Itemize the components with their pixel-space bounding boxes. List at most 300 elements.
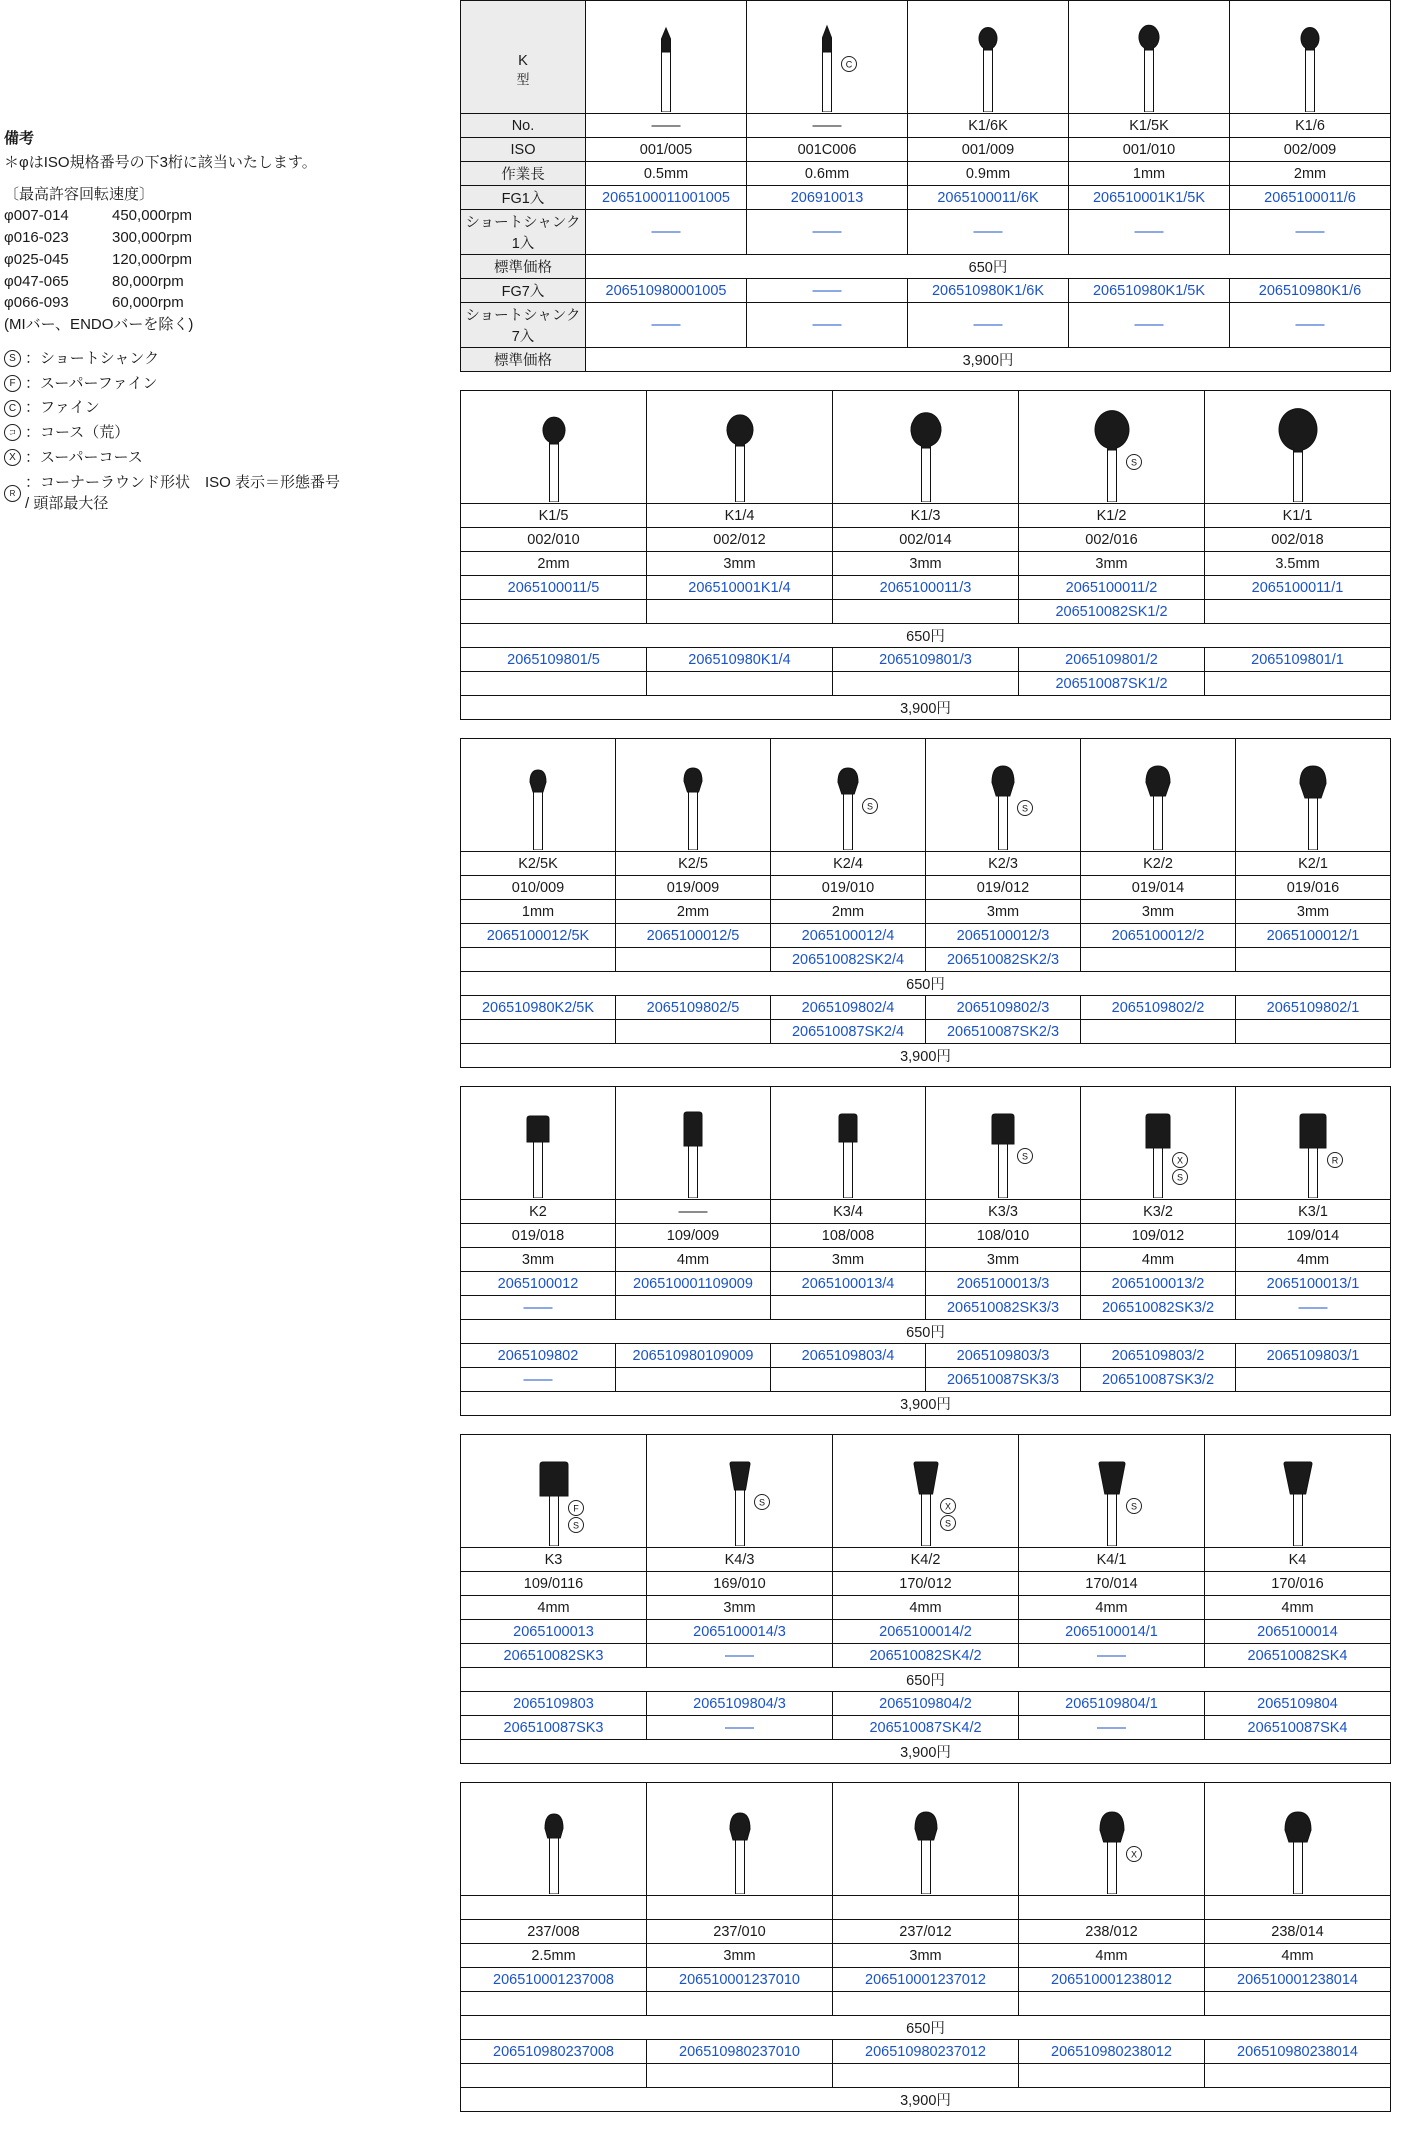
bur-number: K1/5: [461, 504, 647, 528]
order-code-fg7: 2065109802/1: [1236, 996, 1391, 1020]
table-row: [461, 1896, 1391, 1920]
bur-drawing: [1021, 1784, 1202, 1894]
work-length: 1mm: [1069, 162, 1230, 186]
iso-number: 010/009: [461, 876, 616, 900]
iso-number: 237/008: [461, 1920, 647, 1944]
order-code-fg1: 2065100012: [461, 1272, 616, 1296]
work-length: 4mm: [616, 1248, 771, 1272]
bur-drawing: [1207, 1784, 1388, 1894]
bur-image-cell: [908, 1, 1069, 114]
table-row: [461, 852, 1391, 876]
bur-image-cell: [1205, 391, 1391, 504]
order-code-short7: [1236, 1020, 1391, 1044]
table-row: [461, 303, 1391, 348]
work-length: 4mm: [1205, 1596, 1391, 1620]
svg-text:S: S: [1130, 457, 1137, 468]
order-code-fg7: 2065109801/3: [833, 648, 1019, 672]
order-code-short1: [833, 600, 1019, 624]
fine-icon: C: [4, 400, 21, 417]
table-row: [461, 210, 1391, 255]
order-code-fg7: 206510980238014: [1205, 2040, 1391, 2064]
order-code-short7: [1205, 672, 1391, 696]
order-code-fg1: 2065100012/5K: [461, 924, 616, 948]
price-3900: 3,900円: [586, 348, 1391, 372]
order-code-short7: [461, 2064, 647, 2088]
order-code-fg7: 206510980238012: [1019, 2040, 1205, 2064]
order-code-fg1: 206510001K1/5K: [1069, 186, 1230, 210]
bur-drawing: [928, 1088, 1078, 1198]
work-length: 2.5mm: [461, 1944, 647, 1968]
supercoarse-icon: X: [4, 449, 21, 466]
iso-number: 109/0116: [461, 1572, 647, 1596]
order-code-fg1: 2065100011/6: [1230, 186, 1391, 210]
work-length: 2mm: [1230, 162, 1391, 186]
bur-number: K1/1: [1205, 504, 1391, 528]
table-row: [461, 1087, 1391, 1200]
iso-number: 170/012: [833, 1572, 1019, 1596]
order-code-short1: 206510082SK1/2: [1019, 600, 1205, 624]
table-row: [461, 1992, 1391, 2016]
bur-image-cell: [926, 739, 1081, 852]
order-code-fg7: 2065109803: [461, 1692, 647, 1716]
order-code-fg7: 2065109804/1: [1019, 1692, 1205, 1716]
bur-number: ——: [616, 1200, 771, 1224]
order-code-short1: ——: [1069, 210, 1230, 255]
bur-number: K1/4: [647, 504, 833, 528]
work-length: 2mm: [771, 900, 926, 924]
order-code-short1: [647, 600, 833, 624]
order-code-short1: [1081, 948, 1236, 972]
legend-text: ：コース（荒）: [25, 424, 130, 441]
iso-number: 237/012: [833, 1920, 1019, 1944]
bur-number: [1205, 1896, 1391, 1920]
table-row: [461, 1783, 1391, 1896]
table-row: [461, 624, 1391, 648]
speed-diameter: φ007-014: [4, 207, 69, 225]
svg-text:C: C: [845, 59, 853, 70]
bur-number: ——: [747, 114, 908, 138]
order-code-short1: [461, 600, 647, 624]
order-code-short7: [1081, 1020, 1236, 1044]
iso-note: ＊φはISO規格番号の下3桁に該当いたします。: [4, 153, 317, 171]
bur-image-cell: [926, 1087, 1081, 1200]
bur-drawing: [588, 2, 744, 112]
speed-rpm: 120,000rpm: [112, 250, 193, 268]
order-code-fg1: 2065100011/3: [833, 576, 1019, 600]
svg-text:R: R: [1331, 1155, 1339, 1166]
bur-image-cell: [1019, 1783, 1205, 1896]
bur-image-cell: [833, 391, 1019, 504]
order-code-fg7: 206510980K1/5K: [1069, 279, 1230, 303]
bur-drawing: [1207, 1436, 1388, 1546]
order-code-short7: ——: [1019, 1716, 1205, 1740]
bur-drawing: [928, 740, 1078, 850]
order-code-fg7: 2065109803/4: [771, 1344, 926, 1368]
bur-image-cell: [1236, 1087, 1391, 1200]
speed-diameter: φ066-093: [4, 294, 69, 312]
bur-image-cell: [1019, 1435, 1205, 1548]
row-label-fg1: FG1入: [461, 186, 586, 210]
bur-number: [1019, 1896, 1205, 1920]
superfine-icon: F: [4, 375, 21, 392]
iso-number: 169/010: [647, 1572, 833, 1596]
table-row: [461, 2064, 1391, 2088]
order-code-short7: ——: [586, 303, 747, 348]
bur-image-cell: [771, 1087, 926, 1200]
svg-text:X: X: [944, 1501, 951, 1512]
table-row: [461, 1596, 1391, 1620]
bur-image-cell: [647, 1783, 833, 1896]
work-length: 4mm: [1205, 1944, 1391, 1968]
table-row: [461, 948, 1391, 972]
order-code-short1: [461, 1992, 647, 2016]
svg-text:S: S: [1176, 1172, 1184, 1183]
iso-number: 019/010: [771, 876, 926, 900]
work-length: 1mm: [461, 900, 616, 924]
table-row: [461, 186, 1391, 210]
bur-image-cell: [1081, 1087, 1236, 1200]
order-code-fg1: 2065100013: [461, 1620, 647, 1644]
bur-number: K3/2: [1081, 1200, 1236, 1224]
order-code-fg7: 206510980109009: [616, 1344, 771, 1368]
bur-image-cell: [461, 1783, 647, 1896]
order-code-short7: [771, 1368, 926, 1392]
order-code-short7: [461, 1020, 616, 1044]
bur-number: K3/4: [771, 1200, 926, 1224]
speed-row: [4, 271, 344, 293]
bur-table: [460, 0, 1391, 372]
work-length: 4mm: [1236, 1248, 1391, 1272]
table-row: [461, 2088, 1391, 2112]
svg-text:S: S: [1021, 1151, 1029, 1162]
bur-tables: [460, 0, 1390, 2130]
iso-number: 002/010: [461, 528, 647, 552]
order-code-short1: 206510082SK3/2: [1081, 1296, 1236, 1320]
speed-rpm: 80,000rpm: [112, 272, 184, 290]
order-code-short1: ——: [1230, 210, 1391, 255]
row-label-price: 標準価格: [461, 255, 586, 279]
table-row: [461, 1644, 1391, 1668]
order-code-short7: ——: [1069, 303, 1230, 348]
bur-number: [833, 1896, 1019, 1920]
bur-image-cell: [461, 1435, 647, 1548]
order-code-fg7: 2065109804: [1205, 1692, 1391, 1716]
price-650: 650円: [461, 972, 1391, 996]
bur-image-cell: [616, 739, 771, 852]
bur-number: K3/3: [926, 1200, 1081, 1224]
order-code-short7: [647, 2064, 833, 2088]
work-length: 3mm: [1081, 900, 1236, 924]
bur-drawing: [835, 392, 1016, 502]
work-length: 3.5mm: [1205, 552, 1391, 576]
order-code-short7: [1236, 1368, 1391, 1392]
bur-number: K2/1: [1236, 852, 1391, 876]
work-length: 3mm: [833, 552, 1019, 576]
table-row: [461, 504, 1391, 528]
bur-table: [460, 1086, 1391, 1416]
order-code-short1: [1019, 1992, 1205, 2016]
price-3900: 3,900円: [461, 696, 1391, 720]
bur-drawing: [649, 1436, 830, 1546]
order-code-fg7: 2065109802/2: [1081, 996, 1236, 1020]
bur-image-cell: [647, 391, 833, 504]
order-code-short7: ——: [747, 303, 908, 348]
order-code-short1: [647, 1992, 833, 2016]
speed-title: 〔最高許容回転速度〕: [4, 185, 155, 203]
bur-number: K1/2: [1019, 504, 1205, 528]
order-code-fg1: 2065100011/1: [1205, 576, 1391, 600]
legend-item: [4, 422, 344, 444]
row-label-worklength: 作業長: [461, 162, 586, 186]
price-650: 650円: [461, 2016, 1391, 2040]
order-code-fg1: 2065100011001005: [586, 186, 747, 210]
order-code-short1: 206510082SK3: [461, 1644, 647, 1668]
bur-drawing: [1083, 740, 1233, 850]
bur-drawing: [463, 740, 613, 850]
iso-number: 238/014: [1205, 1920, 1391, 1944]
order-code-fg7: 2065109804/3: [647, 1692, 833, 1716]
row-label-price: 標準価格: [461, 348, 586, 372]
order-code-short1: ——: [747, 210, 908, 255]
order-code-fg1: 206510001238014: [1205, 1968, 1391, 1992]
speed-row: [4, 227, 344, 249]
iso-number: 237/010: [647, 1920, 833, 1944]
order-code-short1: 206510082SK3/3: [926, 1296, 1081, 1320]
bur-image-cell: [1205, 1435, 1391, 1548]
order-code-short7: 206510087SK4: [1205, 1716, 1391, 1740]
order-code-fg1: 206910013: [747, 186, 908, 210]
bur-drawing: [1238, 1088, 1388, 1198]
order-code-fg7: 2065109802: [461, 1344, 616, 1368]
order-code-short7: 206510087SK3: [461, 1716, 647, 1740]
table-row: [461, 1920, 1391, 1944]
table-row: [461, 552, 1391, 576]
speed-diameter: φ016-023: [4, 229, 69, 246]
table-row: [461, 1692, 1391, 1716]
order-code-fg7: 2065109803/1: [1236, 1344, 1391, 1368]
iso-number: 002/009: [1230, 138, 1391, 162]
order-code-fg1: 206510001238012: [1019, 1968, 1205, 1992]
order-code-fg1: 2065100013/2: [1081, 1272, 1236, 1296]
work-length: 3mm: [926, 900, 1081, 924]
price-650: 650円: [461, 1668, 1391, 1692]
iso-number: 108/010: [926, 1224, 1081, 1248]
table-row: [461, 1, 1391, 114]
work-length: 3mm: [771, 1248, 926, 1272]
order-code-fg1: 206510001237008: [461, 1968, 647, 1992]
order-code-fg1: 2065100013/4: [771, 1272, 926, 1296]
order-code-short1: ——: [1019, 1644, 1205, 1668]
table-row: [461, 1224, 1391, 1248]
bur-number: K1/5K: [1069, 114, 1230, 138]
order-code-fg1: 2065100012/2: [1081, 924, 1236, 948]
order-code-fg7: 206510980237010: [647, 2040, 833, 2064]
bur-drawing: [463, 1436, 644, 1546]
work-length: 2mm: [461, 552, 647, 576]
iso-number: 170/014: [1019, 1572, 1205, 1596]
table-row: [461, 1020, 1391, 1044]
legend-item: [4, 397, 344, 419]
row-label-no: No.: [461, 114, 586, 138]
table-row: [461, 1716, 1391, 1740]
speed-rpm: 450,000rpm: [112, 207, 193, 225]
bur-drawing: [773, 740, 923, 850]
order-code-short7: ——: [908, 303, 1069, 348]
order-code-fg7: 2065109801/2: [1019, 648, 1205, 672]
bur-drawing: [463, 1088, 613, 1198]
order-code-short1: ——: [461, 1296, 616, 1320]
order-code-short1: [833, 1992, 1019, 2016]
work-length: 4mm: [1019, 1596, 1205, 1620]
work-length: 2mm: [616, 900, 771, 924]
order-code-short1: 206510082SK2/3: [926, 948, 1081, 972]
table-row: [461, 255, 1391, 279]
svg-text:X: X: [1130, 1849, 1137, 1860]
order-code-short7: [1205, 2064, 1391, 2088]
bur-image-cell: [771, 739, 926, 852]
speed-rpm: 60,000rpm: [112, 294, 184, 312]
table-row: [461, 1248, 1391, 1272]
table-row: [461, 1435, 1391, 1548]
table-row: [461, 1368, 1391, 1392]
work-length: 0.9mm: [908, 162, 1069, 186]
bur-number: [647, 1896, 833, 1920]
speed-note: (MIバー、ENDOバーを除く): [4, 316, 194, 333]
order-code-short7: 206510087SK4/2: [833, 1716, 1019, 1740]
bur-drawing: [649, 392, 830, 502]
bur-drawing: [1021, 1436, 1202, 1546]
order-code-fg1: 2065100013/3: [926, 1272, 1081, 1296]
iso-number: 170/016: [1205, 1572, 1391, 1596]
order-code-short7: 206510087SK3/3: [926, 1368, 1081, 1392]
iso-number: 001/005: [586, 138, 747, 162]
bur-drawing: [1021, 392, 1202, 502]
iso-number: 002/014: [833, 528, 1019, 552]
type-header-cell: K 型: [461, 1, 586, 114]
order-code-short7: [1019, 2064, 1205, 2088]
work-length: 3mm: [461, 1248, 616, 1272]
order-code-short1: ——: [908, 210, 1069, 255]
work-length: 0.5mm: [586, 162, 747, 186]
table-row: [461, 1392, 1391, 1416]
bur-drawing: [649, 1784, 830, 1894]
order-code-fg1: 206510001109009: [616, 1272, 771, 1296]
bur-image-cell: [1230, 1, 1391, 114]
order-code-short1: ——: [1236, 1296, 1391, 1320]
order-code-short7: [616, 1020, 771, 1044]
price-650: 650円: [586, 255, 1391, 279]
order-code-fg7: 206510980237008: [461, 2040, 647, 2064]
svg-text:F: F: [572, 1503, 579, 1514]
table-row: [461, 279, 1391, 303]
bur-drawing: [773, 1088, 923, 1198]
legend-text: ：コーナーラウンド形状 ISO 表示＝形態番号 / 頭部最大径: [25, 473, 341, 513]
bur-image-cell: [461, 1087, 616, 1200]
order-code-fg7: 2065109804/2: [833, 1692, 1019, 1716]
bur-number: K2/2: [1081, 852, 1236, 876]
bur-table: [460, 738, 1391, 1068]
bur-number: K4/1: [1019, 1548, 1205, 1572]
coarse-icon: コ: [4, 424, 21, 441]
iso-number: 002/012: [647, 528, 833, 552]
bur-number: K4/3: [647, 1548, 833, 1572]
order-code-short1: [1205, 600, 1391, 624]
bur-number: K2/5: [616, 852, 771, 876]
order-code-short7: ——: [647, 1716, 833, 1740]
order-code-short1: [616, 1296, 771, 1320]
table-row: [461, 2016, 1391, 2040]
iso-number: 238/012: [1019, 1920, 1205, 1944]
iso-number: 001/010: [1069, 138, 1230, 162]
svg-text:S: S: [572, 1520, 579, 1531]
remarks-title: 備考: [4, 130, 35, 147]
table-row: [461, 1968, 1391, 1992]
iso-number: 019/016: [1236, 876, 1391, 900]
order-code-fg7: 2065109802/4: [771, 996, 926, 1020]
bur-number: [461, 1896, 647, 1920]
bur-number: K2: [461, 1200, 616, 1224]
legend-item: [4, 447, 344, 469]
table-row: [461, 1200, 1391, 1224]
iso-number: 002/018: [1205, 528, 1391, 552]
work-length: 0.6mm: [747, 162, 908, 186]
table-row: [461, 1620, 1391, 1644]
table-row: [461, 576, 1391, 600]
speed-row: [4, 249, 344, 271]
bur-image-cell: [1236, 739, 1391, 852]
order-code-fg1: 2065100012/5: [616, 924, 771, 948]
row-label-iso: ISO: [461, 138, 586, 162]
bur-number: K1/3: [833, 504, 1019, 528]
speed-rpm: 300,000rpm: [112, 229, 193, 246]
iso-number: 001C006: [747, 138, 908, 162]
bur-image-cell: [586, 1, 747, 114]
svg-text:X: X: [1176, 1155, 1184, 1166]
bur-number: K1/6: [1230, 114, 1391, 138]
iso-number: 109/012: [1081, 1224, 1236, 1248]
bur-drawing: [1207, 392, 1388, 502]
work-length: 3mm: [647, 1944, 833, 1968]
order-code-fg7: 2065109801/5: [461, 648, 647, 672]
work-length: 3mm: [833, 1944, 1019, 1968]
row-label-shortshank1: ショートシャンク 1入: [461, 210, 586, 255]
bur-drawing: [618, 1088, 768, 1198]
bur-image-cell: [461, 739, 616, 852]
order-code-short7: [647, 672, 833, 696]
order-code-fg1: 206510001237010: [647, 1968, 833, 1992]
order-code-fg7: 2065109803/3: [926, 1344, 1081, 1368]
remarks-panel: [4, 128, 344, 518]
price-3900: 3,900円: [461, 1392, 1391, 1416]
speed-diameter: φ025-045: [4, 250, 69, 268]
table-row: [461, 876, 1391, 900]
bur-drawing: [1071, 2, 1227, 112]
table-row: [461, 600, 1391, 624]
bur-drawing: [1238, 740, 1388, 850]
legend-item: [4, 373, 344, 395]
bur-drawing: [749, 2, 905, 112]
table-row: [461, 1296, 1391, 1320]
bur-drawing: [463, 1784, 644, 1894]
table-row: [461, 1668, 1391, 1692]
order-code-fg1: 2065100014/2: [833, 1620, 1019, 1644]
iso-number: 019/018: [461, 1224, 616, 1248]
table-row: [461, 114, 1391, 138]
speed-diameter: φ047-065: [4, 272, 69, 290]
bur-drawing: [835, 1784, 1016, 1894]
svg-text:S: S: [1021, 803, 1029, 814]
order-code-fg1: 2065100011/6K: [908, 186, 1069, 210]
